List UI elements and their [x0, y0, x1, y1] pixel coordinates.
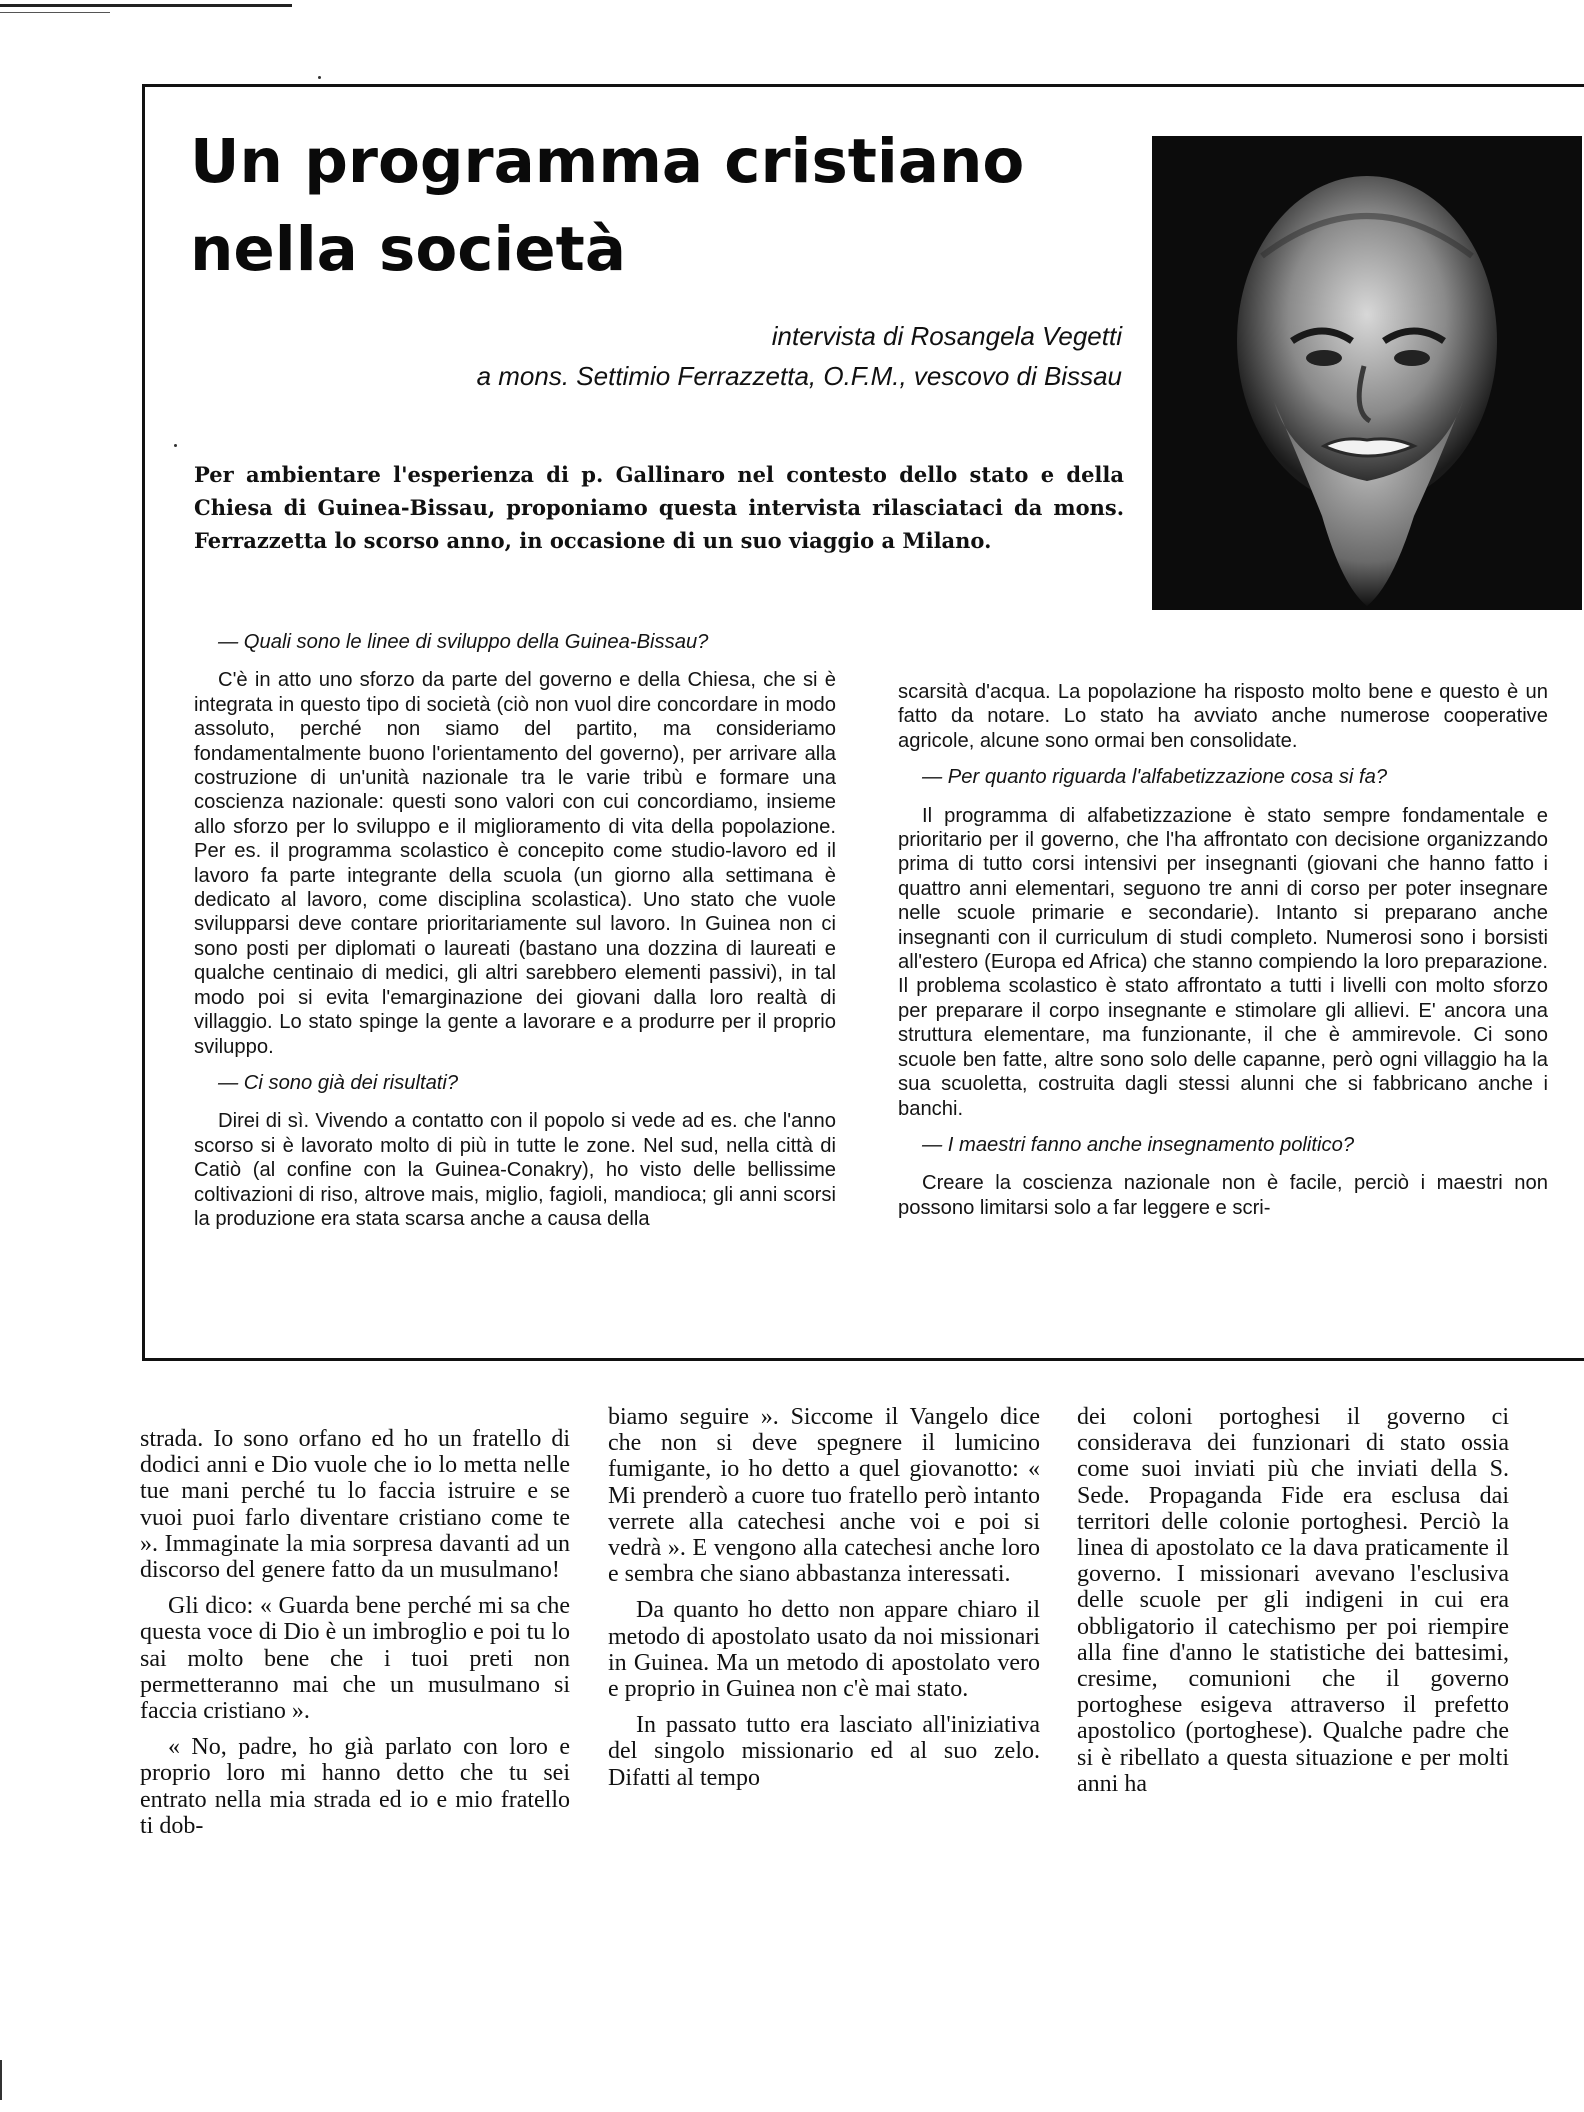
title-line-1: Un programma cristiano: [190, 126, 1025, 197]
scan-edge-mark: [0, 2060, 2, 2100]
story-column-3: [1077, 1404, 1509, 1807]
answer-4: Creare la coscienza nazionale non è facile, perciò i maestri non possono limitarsi solo a far leggere e scri-: [898, 1172, 1548, 1219]
story-paragraph: strada. Io sono orfano ed ho un fratello di dodici anni e Dio vuole che io lo metta nelle tue mani perché tu lo faccia istruire e se vuoi puoi farlo diventare cristiano come te ». Immaginate la mia sorpresa davanti ad un discorso del genere fatto da un musulmano!: [140, 1426, 570, 1584]
story-paragraph: dei coloni portoghesi il governo ci considerava dei funzionari di stato ossia come suoi inviati più che inviati della S. Sede. Propaganda Fide era esclusa dai territori delle colonie portoghesi. Perciò la linea di apostolato ce la dava praticamente il governo. I missionari avevano l'esclusiva delle scuole per gli indigeni in cui era obbligatorio il catechismo per poi riempire alla fine d'anno le statistiche dei battesimi, cresime, comunioni che il governo portoghese esigeva attraverso il prefetto apostolico (portoghese). Qualche padre che si è ribellato a questa situazione e per molti anni ha: [1077, 1404, 1509, 1797]
story-paragraph: biamo seguire ». Siccome il Vangelo dice che non si deve spegnere il lumicino fumigante, io ho detto a quel giovanotto: « Mi prenderò a cuore tuo fratello però intanto verrete alla catechesi anche voi e poi si vedrà ». E vengono alla catechesi anche loro e sembra che siano abbastanza interessati.: [608, 1404, 1040, 1588]
story-paragraph: In passato tutto era lasciato all'iniziativa del singolo missionario ed al suo zelo. Difatti al tempo: [608, 1712, 1040, 1791]
answer-1: C'è in atto uno sforzo da parte del governo e della Chiesa, che si è integrata in questo tipo di società (ciò non vuol dire concordare in modo assoluto, perché non siamo del partito, ma consideriamo fondamentalmente buono l'orientamento del governo), per arrivare alla costruzione di un'unità nazionale tra le varie tribù e formare una coscienza nazionale: questi sono valori con cui concordiamo, insieme allo sforzo per lo sviluppo e il miglioramento di vita della popolazione. Per es. il programma scolastico è concepito come studio-lavoro ed il lavoro fa parte integrante della scuola (un giorno alla settimana è dedicato al lavoro, come disciplina scolastica). Uno stato che vuole svilupparsi deve contare prioritariamente sul lavoro. In Guinea non ci sono posti per diplomati o laureati (bastano una dozzina di laureati e qualche centinaio di medici, gli altri sarebbero elementi passivi), in tal modo poi si evita l'emarginazione dei giovani dalla loro realtà di villaggio. Lo stato spinge la gente a lavorare e a produrre per il proprio sviluppo.: [194, 669, 836, 1058]
story-paragraph: Gli dico: « Guarda bene perché mi sa che questa voce di Dio è un imbroglio e poi tu lo sai molto bene che i tuoi preti non permetteranno mai che un musulmano si faccia cristiano ».: [140, 1593, 570, 1725]
question-1: — Quali sono le linee di sviluppo della Guinea-Bissau?: [218, 631, 709, 653]
answer-2-continued: scarsità d'acqua. La popolazione ha risposto molto bene e questo è un fatto da notare. Lo stato ha avviato anche numerose cooperative agricole, alcune sono ormai ben consolidate.: [898, 681, 1548, 752]
question-3: — Per quanto riguarda l'alfabetizzazione cosa si fa?: [922, 766, 1388, 789]
title-line-2: nella società: [190, 214, 626, 285]
question-4: — I maestri fanno anche insegnamento politico?: [922, 1133, 1355, 1156]
top-rule-thin: [0, 12, 110, 13]
answer-3: Il programma di alfabetizzazione è stato sempre fondamentale e prioritario per il governo, che l'ha affrontato con decisione organizzando prima di tutto corsi intensivi per insegnanti (giovani che hanno fatto i quattro anni elementari, seguono tre anni di corso per poter insegnare nelle scuole primarie e secondarie). Intanto si preparano anche insegnanti con il curriculum di studi completo. Numerosi sono i borsisti all'estero (Europa ed Africa) che stanno compiendo la loro preparazione. Il problema scolastico è stato affrontato a tutti i livelli con molto sforzo per preparare il corpo insegnante e stimolare gli allievi. E' ancora una struttura elementare, ma funzionante, il che è ammirevole. Ci sono scuole ben fatte, altre sono solo delle capanne, però ogni villaggio ha la sua scuoletta, costruita dagli stessi alunni che si fabbricano anche i banchi.: [898, 804, 1548, 1120]
byline: [300, 316, 1122, 396]
story-paragraph: Da quanto ho detto non appare chiaro il metodo di apostolato usato da noi missionari in Guinea. Ma un metodo di apostolato vero e proprio in Guinea non c'è mai stato.: [608, 1597, 1040, 1703]
portrait-photo: [1152, 136, 1582, 610]
interview-column-left: [194, 630, 836, 1231]
question-2: — Ci sono già dei risultati?: [218, 1071, 459, 1094]
portrait-illustration: [1152, 136, 1582, 610]
intro-paragraph: Per ambientare l'esperienza di p. Gallinaro nel contesto dello stato e della Chiesa di Guinea-Bissau, proponiamo questa intervista rilasciataci da mons. Ferrazzetta lo scorso anno, in occasione di un suo viaggio a Milano.: [194, 462, 1124, 553]
answer-2: Direi di sì. Vivendo a contatto con il popolo si vede ad es. che l'anno scorso si è lavorato molto di più in tutte le zone. Nel sud, nella città di Catiò (al confine con la Guinea-Conakry), ho visto delle bellissime coltivazioni di riso, altrove mais, miglio, fagioli, mandioca; gli anni scorsi la produzione era stata scarsa anche a causa della: [194, 1110, 836, 1230]
story-paragraph: « No, padre, ho già parlato con loro e proprio loro mi hanno detto che tu sei entrato nella mia strada ed io e mio fratello ti dob-: [140, 1734, 570, 1839]
print-speck: [318, 76, 321, 79]
byline-interviewer: intervista di Rosangela Vegetti: [771, 321, 1122, 351]
article-title: [190, 118, 1090, 294]
story-column-1: [140, 1426, 570, 1849]
byline-interviewee: a mons. Settimio Ferrazzetta, O.F.M., vescovo di Bissau: [476, 361, 1122, 391]
story-column-2: [608, 1404, 1040, 1801]
interview-column-right: [898, 680, 1548, 1220]
top-rule: [0, 4, 292, 7]
